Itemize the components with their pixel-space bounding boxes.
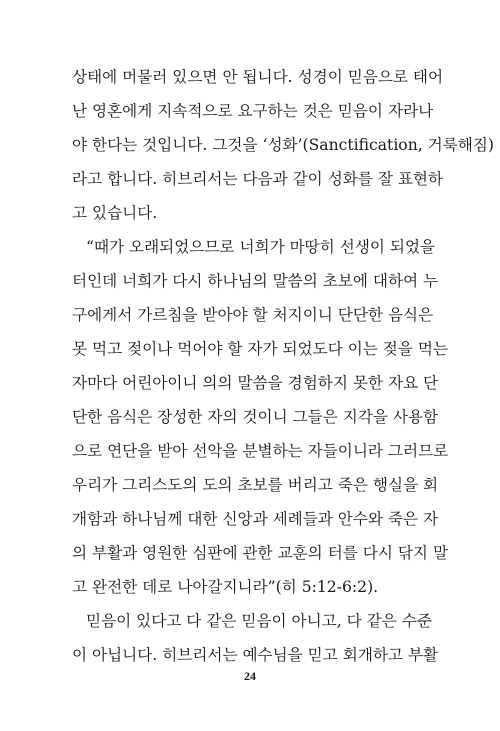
text-line: 못 먹고 젖이나 먹어야 할 자가 되었도다 이는 젖을 먹는	[72, 340, 449, 358]
text-line: 개함과 하나님께 대한 신앙과 세례들과 안수와 죽은 자	[72, 510, 439, 528]
paragraph-1	[72, 60, 494, 230]
text-line: 고 완전한 데로 나아갈지니라”(히 5:12-6:2).	[72, 578, 379, 596]
text-line: 난 영혼에게 지속적으로 요구하는 것은 믿음이 자라나	[72, 102, 434, 120]
text-line: 믿음이 있다고 다 같은 믿음이 아니고, 다 같은 수준	[86, 612, 432, 630]
text-line: “때가 오래되었으므로 너희가 마땅히 선생이 되었을	[86, 238, 436, 256]
text-line: 터인데 너희가 다시 하나님의 말씀의 초보에 대하여 누	[72, 272, 439, 290]
text-line: 단한 음식은 장성한 자의 것이니 그들은 지각을 사용함	[72, 408, 439, 426]
text-line: 이 아닙니다. 히브리서는 예수님을 믿고 회개하고 부활	[72, 646, 439, 664]
text-line: 상태에 머물러 있으면 안 됩니다. 성경이 믿음으로 태어	[72, 68, 444, 86]
paragraph-2-quote	[72, 230, 449, 604]
page-body	[72, 60, 494, 672]
text-line: 라고 합니다. 히브리서는 다음과 같이 성화를 잘 표현하	[72, 170, 444, 188]
text-line: 고 있습니다.	[72, 204, 158, 222]
text-line: 자마다 어린아이니 의의 말씀을 경험하지 못한 자요 단	[72, 374, 439, 392]
text-line: 야 한다는 것입니다. 그것을 ‘성화’(Sanctification, 거룩해짐)	[72, 136, 494, 154]
page-number: 24	[244, 669, 256, 683]
paragraph-3	[72, 604, 439, 672]
text-line: 우리가 그리스도의 도의 초보를 버리고 죽은 행실을 회	[72, 476, 439, 494]
text-line: 구에게서 가르침을 받아야 할 처지이니 단단한 음식은	[72, 306, 434, 324]
text-line: 의 부활과 영원한 심판에 관한 교훈의 터를 다시 닦지 말	[72, 544, 449, 562]
text-line: 으로 연단을 받아 선악을 분별하는 자들이니라 그러므로	[72, 442, 449, 460]
